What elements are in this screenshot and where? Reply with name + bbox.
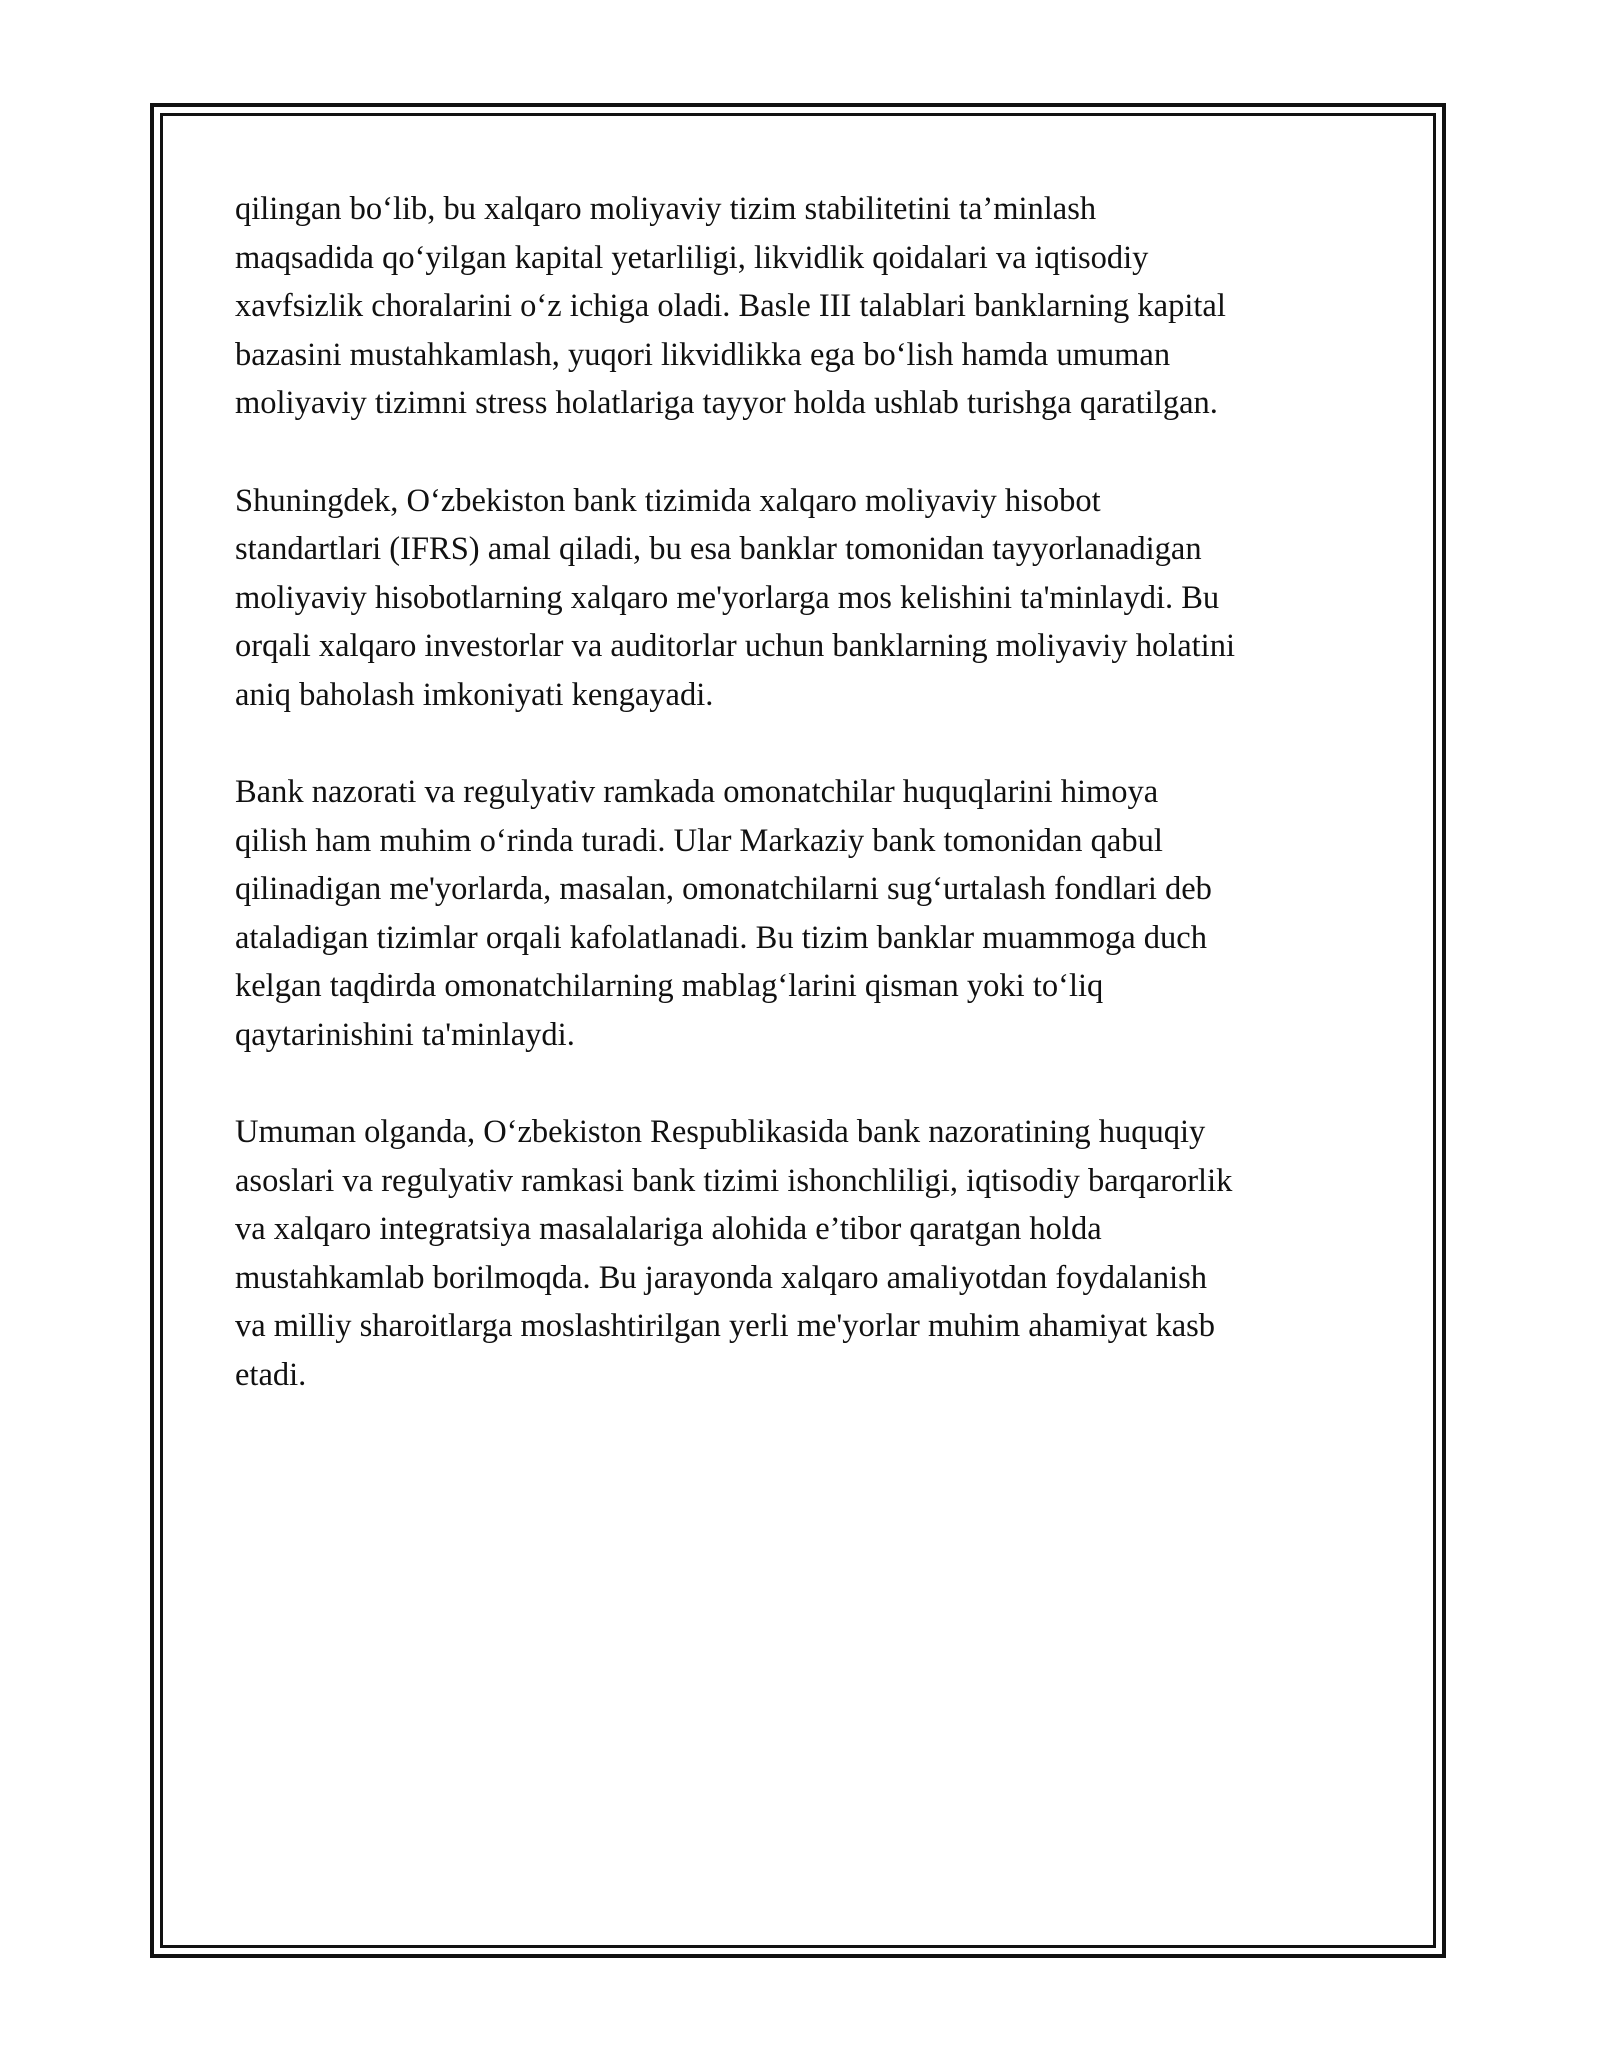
text-line: aniq baholash imkoniyati kengayadi. — [235, 676, 714, 713]
paragraph-basel — [235, 185, 1370, 428]
paragraph-depositors — [235, 768, 1370, 1059]
text-line: xavfsizlik choralarini o‘z ichiga oladi. Basle III talablari banklarning kapital — [235, 288, 1226, 324]
text-line: Bank nazorati va regulyativ ramkada omonatchilar huquqlarini himoya — [235, 774, 1159, 810]
text-line: bazasini mustahkamlash, yuqori likvidlikka ega bo‘lish hamda umuman — [235, 336, 1171, 373]
text-line: ataladigan tizimlar orqali kafolatlanadi. Bu tizim banklar muammoga duch — [235, 919, 1207, 956]
text-line: orqali xalqaro investorlar va auditorlar uchun banklarning moliyaviy holatini — [235, 628, 1235, 664]
text-line: va xalqaro integratsiya masalalariga alohida e’tibor qaratgan holda — [235, 1211, 1102, 1247]
text-line: moliyaviy tizimni stress holatlariga tayyor holda ushlab turishga qaratilgan. — [235, 385, 1218, 421]
text-line: etadi. — [235, 1356, 307, 1393]
text-line: maqsadida qo‘yilgan kapital yetarliligi, likvidlik qoidalari va iqtisodiy — [235, 239, 1149, 276]
text-line: Shuningdek, O‘zbekiston bank tizimida xalqaro moliyaviy hisobot — [235, 482, 1101, 519]
text-line: moliyaviy hisobotlarning xalqaro me'yorlarga mos kelishini ta'minlaydi. Bu — [235, 579, 1220, 616]
text-line: qilish ham muhim o‘rinda turadi. Ular Markaziy bank tomonidan qabul — [235, 822, 1163, 859]
text-line: asoslari va regulyativ ramkasi bank tizimi ishonchliligi, iqtisodiy barqarorlik — [235, 1162, 1233, 1199]
text-line: qilinadigan me'yorlarda, masalan, omonatchilarni sug‘urtalash fondlari deb — [235, 871, 1212, 907]
text-line: qilingan bo‘lib, bu xalqaro moliyaviy tizim stabilitetini ta’minlash — [235, 191, 1097, 227]
paragraph-ifrs — [235, 477, 1370, 720]
text-line: mustahkamlab borilmoqda. Bu jarayonda xalqaro amaliyotdan foydalanish — [235, 1259, 1208, 1296]
paragraph-conclusion — [235, 1108, 1370, 1399]
text-line: qaytarinishini ta'minlaydi. — [235, 1016, 575, 1053]
text-line: kelgan taqdirda omonatchilarning mablag‘larini qisman yoki to‘liq — [235, 968, 1104, 1004]
text-line: Umuman olganda, O‘zbekiston Respublikasida bank nazoratining huquqiy — [235, 1114, 1206, 1150]
document-body — [235, 185, 1370, 1448]
text-line: va milliy sharoitlarga moslashtirilgan yerli me'yorlar muhim ahamiyat kasb — [235, 1308, 1216, 1344]
text-line: standartlari (IFRS) amal qiladi, bu esa banklar tomonidan tayyorlanadigan — [235, 531, 1202, 567]
